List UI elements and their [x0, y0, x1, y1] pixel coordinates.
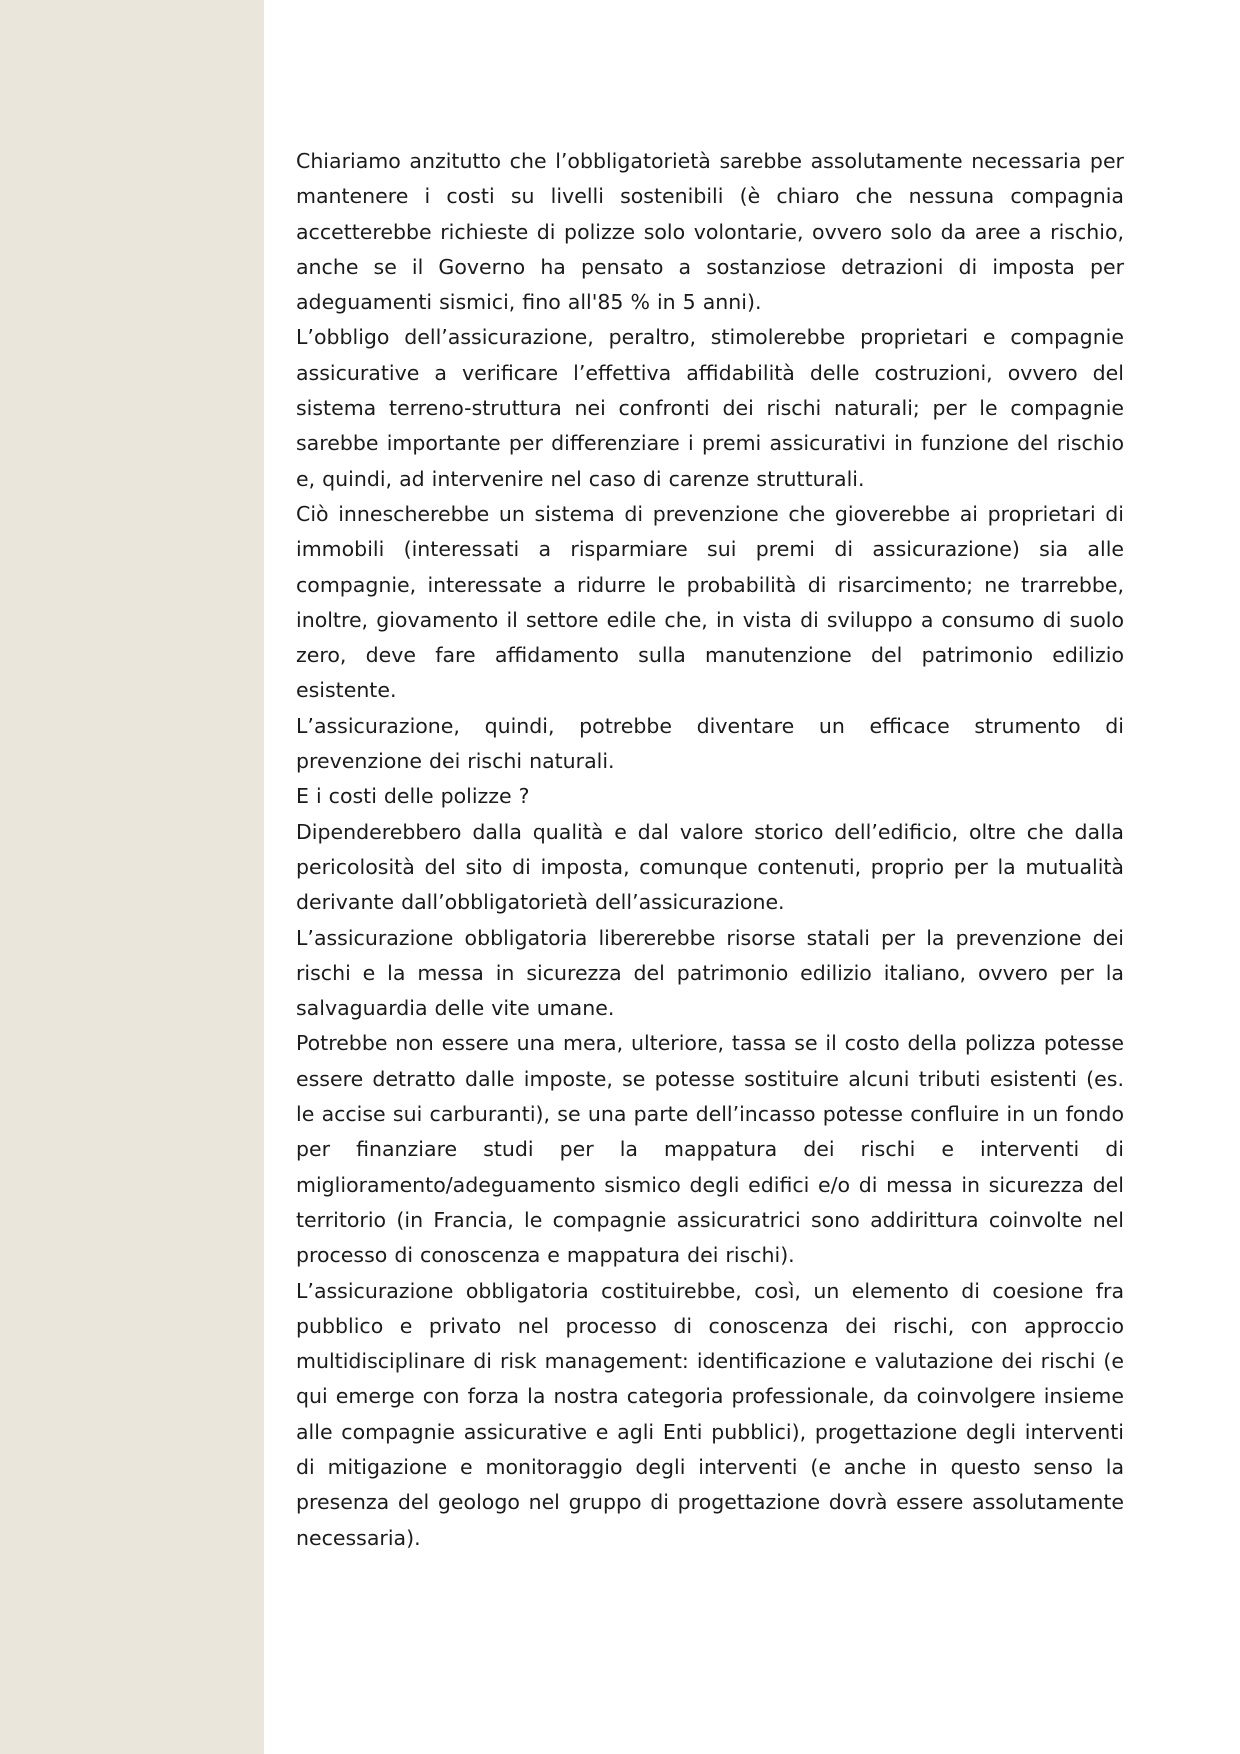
paragraph-tassa: Potrebbe non essere una mera, ulteriore, tassa se il costo della polizza potesse essere detratto dalle imposte, se potesse sostituire alcuni tributi esistenti (es. le accise sui carburanti), se una parte dell’incasso potesse confluire in un fondo per finanziare studi per la mappatura dei rischi e interventi di miglioramento/adeguamento sismico degli edifici e/o di messa in sicurezza del territorio (in Francia, le compagnie assicuratrici sono addirittura coinvolte nel processo di conoscenza e mappatura dei rischi).: [296, 1031, 1124, 1268]
paragraph-costi-polizze-answer: Dipenderebbero dalla qualità e dal valore storico dell’edificio, oltre che dalla pericolosità del sito di imposta, comunque contenuti, proprio per la mutualità derivante dall’obbligatorietà dell’assicurazione.: [296, 819, 1124, 915]
paragraph-strumento-prevenzione: L’assicurazione, quindi, potrebbe diventare un efficace strumento di prevenzione dei rischi naturali.: [296, 713, 1124, 774]
paragraph-obbligatorieta: Chiariamo anzitutto che l’obbligatorietà sarebbe assolutamente necessaria per mantenere i costi su livelli sostenibili (è chiaro che nessuna compagnia accetterebbe richieste di polizze solo volontarie, ovvero solo da aree a rischio, anche se il Governo ha pensato a sostanziose detrazioni di imposta per adeguamenti sismici, fino all'85 % in 5 anni).: [296, 149, 1124, 315]
paragraph-obbligo-assicurazione: L’obbligo dell’assicurazione, peraltro, stimolerebbe proprietari e compagnie assicurative a verificare l’effettiva affidabilità delle costruzioni, ovvero del sistema terreno-struttura nei confronti dei rischi naturali; per le compagnie sarebbe importante per differenziare i premi assicurativi in funzione del rischio e, quindi, ad intervenire nel caso di carenze strutturali.: [296, 325, 1124, 491]
article-body: [296, 144, 1124, 1556]
paragraph-risorse-statali: L’assicurazione obbligatoria libererebbe risorse statali per la prevenzione dei rischi e la messa in sicurezza del patrimonio edilizio italiano, ovvero per la salvaguardia delle vite umane.: [296, 925, 1124, 1021]
decorative-side-band: [0, 0, 264, 1754]
paragraph-costi-polizze-question: E i costi delle polizze ?: [296, 784, 530, 809]
paragraph-risk-management: L’assicurazione obbligatoria costituirebbe, così, un elemento di coesione fra pubblico e privato nel processo di conoscenza dei rischi, con approccio multidisciplinare di risk management: identificazione e valutazione dei rischi (e qui emerge con forza la nostra categoria professionale, da coinvolgere insieme alle compagnie assicurative e agli Enti pubblici), progettazione degli interventi di mitigazione e monitoraggio degli interventi (e anche in questo senso la presenza del geologo nel gruppo di progettazione dovrà essere assolutamente necessaria).: [296, 1278, 1124, 1550]
paragraph-sistema-prevenzione: Ciò innescherebbe un sistema di prevenzione che gioverebbe ai proprietari di immobili (interessati a risparmiare sui premi di assicurazione) sia alle compagnie, interessate a ridurre le probabilità di risarcimento; ne trarrebbe, inoltre, giovamento il settore edile che, in vista di sviluppo a consumo di suolo zero, deve fare affidamento sulla manutenzione del patrimonio edilizio esistente.: [296, 501, 1124, 703]
